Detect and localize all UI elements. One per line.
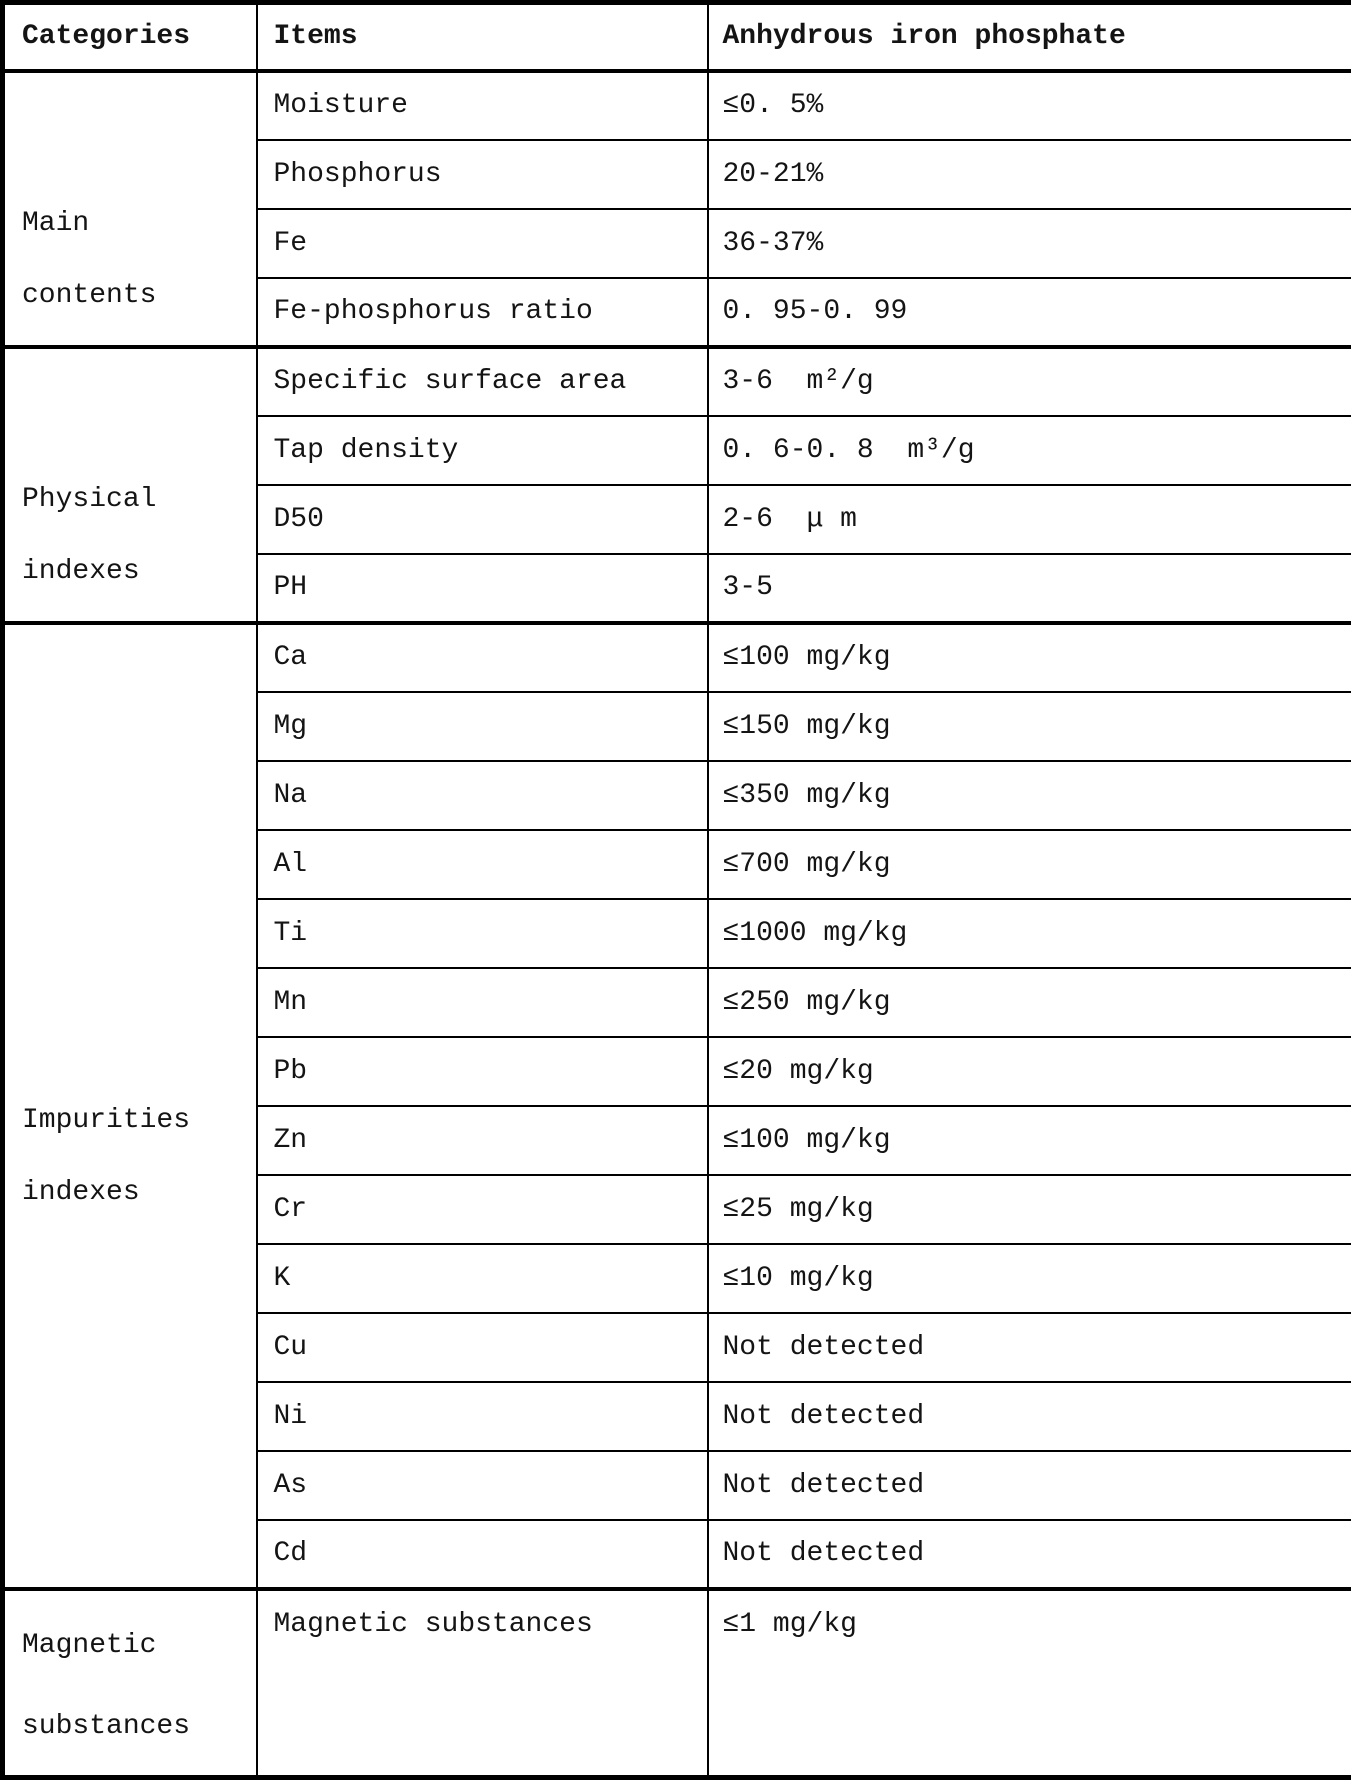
category-line: Magnetic	[22, 1605, 255, 1686]
value-cell: 0. 6-0. 8 m³/g	[708, 416, 1351, 485]
value-cell: ≤350 mg/kg	[708, 761, 1351, 830]
category-line: Impurities	[22, 1085, 255, 1156]
value-cell: 36-37%	[708, 209, 1351, 278]
item-cell: Specific surface area	[257, 347, 708, 416]
category-cell	[3, 347, 257, 623]
value-cell: 0. 95-0. 99	[708, 278, 1351, 347]
column-header-items: Items	[257, 3, 708, 71]
category-line: Physical	[22, 464, 255, 535]
item-cell: Fe	[257, 209, 708, 278]
item-cell: Mg	[257, 692, 708, 761]
category-cell	[3, 623, 257, 1589]
category-line: substances	[22, 1686, 255, 1767]
item-cell: Moisture	[257, 71, 708, 140]
table-row	[3, 347, 1351, 416]
value-cell: ≤20 mg/kg	[708, 1037, 1351, 1106]
value-cell: 3-5	[708, 554, 1351, 623]
item-cell: D50	[257, 485, 708, 554]
value-cell: ≤10 mg/kg	[708, 1244, 1351, 1313]
item-cell: Cd	[257, 1520, 708, 1589]
value-cell: 2-6 μ m	[708, 485, 1351, 554]
value-cell: 3-6 m²/g	[708, 347, 1351, 416]
item-cell: Cu	[257, 1313, 708, 1382]
item-cell: Al	[257, 830, 708, 899]
value-cell: Not detected	[708, 1451, 1351, 1520]
value-cell: Not detected	[708, 1520, 1351, 1589]
category-cell	[3, 71, 257, 347]
value-cell: ≤1 mg/kg	[708, 1589, 1351, 1778]
item-cell: Magnetic substances	[257, 1589, 708, 1778]
value-cell: ≤100 mg/kg	[708, 1106, 1351, 1175]
category-cell	[3, 1589, 257, 1778]
table-header	[3, 3, 1351, 71]
value-cell: ≤700 mg/kg	[708, 830, 1351, 899]
category-line: contents	[22, 260, 255, 331]
category-line: Main	[22, 188, 255, 259]
item-cell: Mn	[257, 968, 708, 1037]
item-cell: Ca	[257, 623, 708, 692]
value-cell: ≤0. 5%	[708, 71, 1351, 140]
header-row	[3, 3, 1351, 71]
item-cell: PH	[257, 554, 708, 623]
category-line: indexes	[22, 1157, 255, 1228]
value-cell: Not detected	[708, 1382, 1351, 1451]
table-row	[3, 71, 1351, 140]
value-cell: ≤25 mg/kg	[708, 1175, 1351, 1244]
column-header-anhydrous-iron-phosphate: Anhydrous iron phosphate	[708, 3, 1351, 71]
item-cell: Phosphorus	[257, 140, 708, 209]
value-cell: Not detected	[708, 1313, 1351, 1382]
table-body	[3, 71, 1351, 1778]
item-cell: Cr	[257, 1175, 708, 1244]
value-cell: 20-21%	[708, 140, 1351, 209]
item-cell: Ni	[257, 1382, 708, 1451]
item-cell: Na	[257, 761, 708, 830]
item-cell: As	[257, 1451, 708, 1520]
category-line: indexes	[22, 536, 255, 607]
item-cell: Ti	[257, 899, 708, 968]
item-cell: Fe-phosphorus ratio	[257, 278, 708, 347]
item-cell: K	[257, 1244, 708, 1313]
value-cell: ≤150 mg/kg	[708, 692, 1351, 761]
column-header-categories: Categories	[3, 3, 257, 71]
item-cell: Tap density	[257, 416, 708, 485]
value-cell: ≤100 mg/kg	[708, 623, 1351, 692]
item-cell: Zn	[257, 1106, 708, 1175]
table-row	[3, 1589, 1351, 1778]
item-cell: Pb	[257, 1037, 708, 1106]
value-cell: ≤1000 mg/kg	[708, 899, 1351, 968]
table-row	[3, 623, 1351, 692]
value-cell: ≤250 mg/kg	[708, 968, 1351, 1037]
